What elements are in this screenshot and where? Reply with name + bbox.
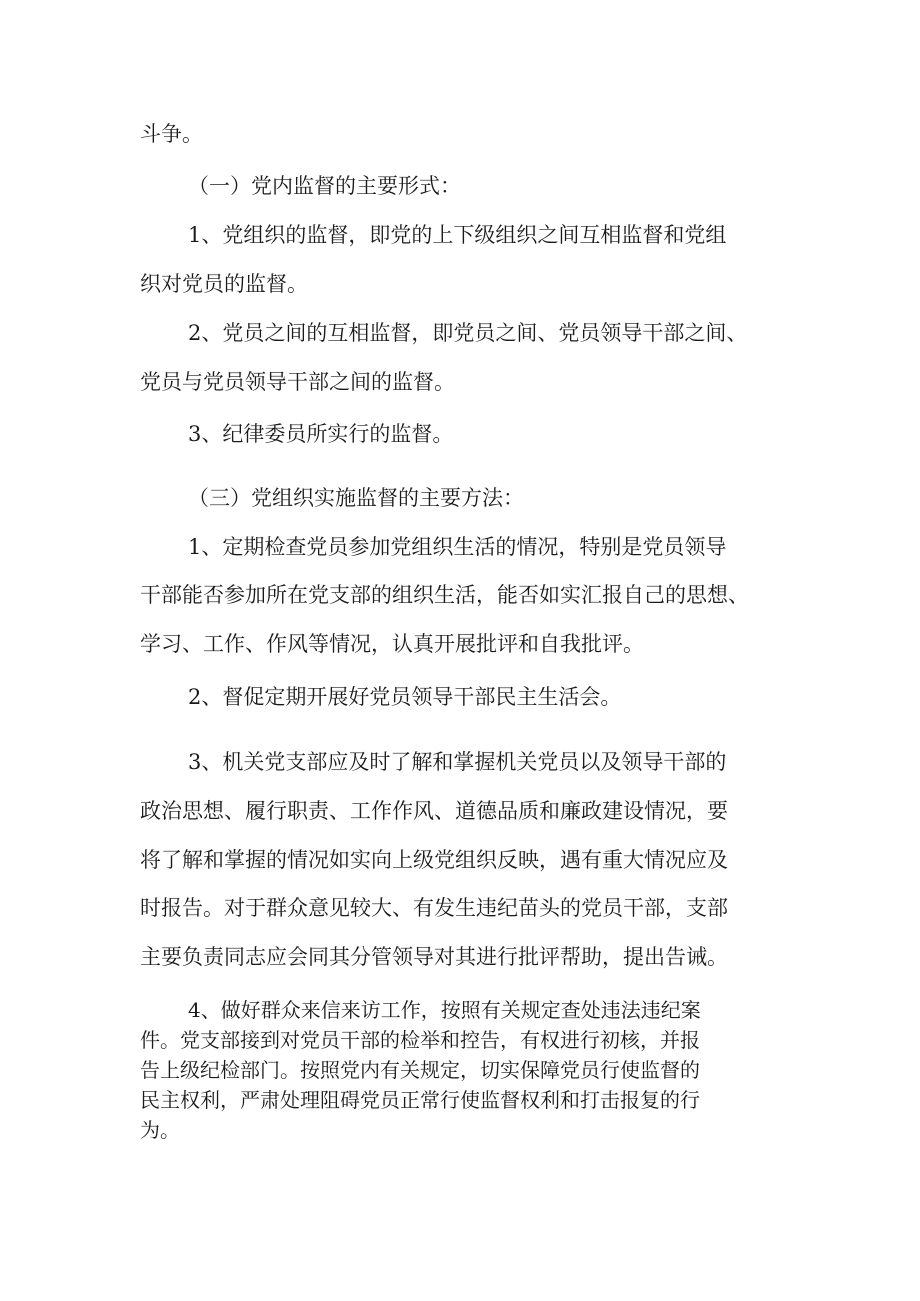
text-line: 1、党组织的监督，即党的上下级组织之间互相监督和党组 bbox=[188, 223, 727, 247]
text-line: 1、定期检查党员参加党组织生活的情况，特别是党员领导 bbox=[188, 535, 727, 559]
text-line: 政治思想、履行职责、工作作风、道德品质和廉政建设情况，要 bbox=[140, 799, 728, 823]
text-line: 学习、工作、作风等情况，认真开展批评和自我批评。 bbox=[140, 632, 644, 656]
text-line: 织对党员的监督。 bbox=[140, 272, 308, 296]
text-line: 件。党支部接到对党员干部的检举和控告，有权进行初核，并报 bbox=[140, 1028, 700, 1052]
text-line: 2、党员之间的互相监督，即党员之间、党员领导干部之间、 bbox=[188, 321, 748, 345]
section-heading: （三）党组织实施监督的主要方法： bbox=[188, 486, 524, 510]
text-line: 时报告。对于群众意见较大、有发生违纪苗头的党员干部，支部 bbox=[140, 896, 728, 920]
text-line: 将了解和掌握的情况如实向上级党组织反映，遇有重大情况应及 bbox=[140, 848, 728, 872]
text-line: 4、做好群众来信来访工作，按照有关规定查处违法违纪案 bbox=[188, 998, 701, 1022]
text-line: 2、督促定期开展好党员领导干部民主生活会。 bbox=[188, 685, 622, 709]
section-heading: （一）党内监督的主要形式： bbox=[188, 174, 461, 198]
text-line: 斗争。 bbox=[140, 122, 203, 146]
text-line: 为。 bbox=[140, 1118, 180, 1142]
text-line: 3、纪律委员所实行的监督。 bbox=[188, 422, 454, 446]
text-line: 党员与党员领导干部之间的监督。 bbox=[140, 370, 455, 394]
text-line: 主要负责同志应会同其分管领导对其进行批评帮助，提出告诫。 bbox=[140, 945, 728, 969]
text-line: 干部能否参加所在党支部的组织生活，能否如实汇报自己的思想、 bbox=[140, 583, 749, 607]
text-line: 告上级纪检部门。按照党内有关规定，切实保障党员行使监督的 bbox=[140, 1058, 700, 1082]
text-line: 民主权利，严肃处理阻碍党员正常行使监督权利和打击报复的行 bbox=[140, 1088, 700, 1112]
text-line: 3、机关党支部应及时了解和掌握机关党员以及领导干部的 bbox=[188, 750, 727, 774]
